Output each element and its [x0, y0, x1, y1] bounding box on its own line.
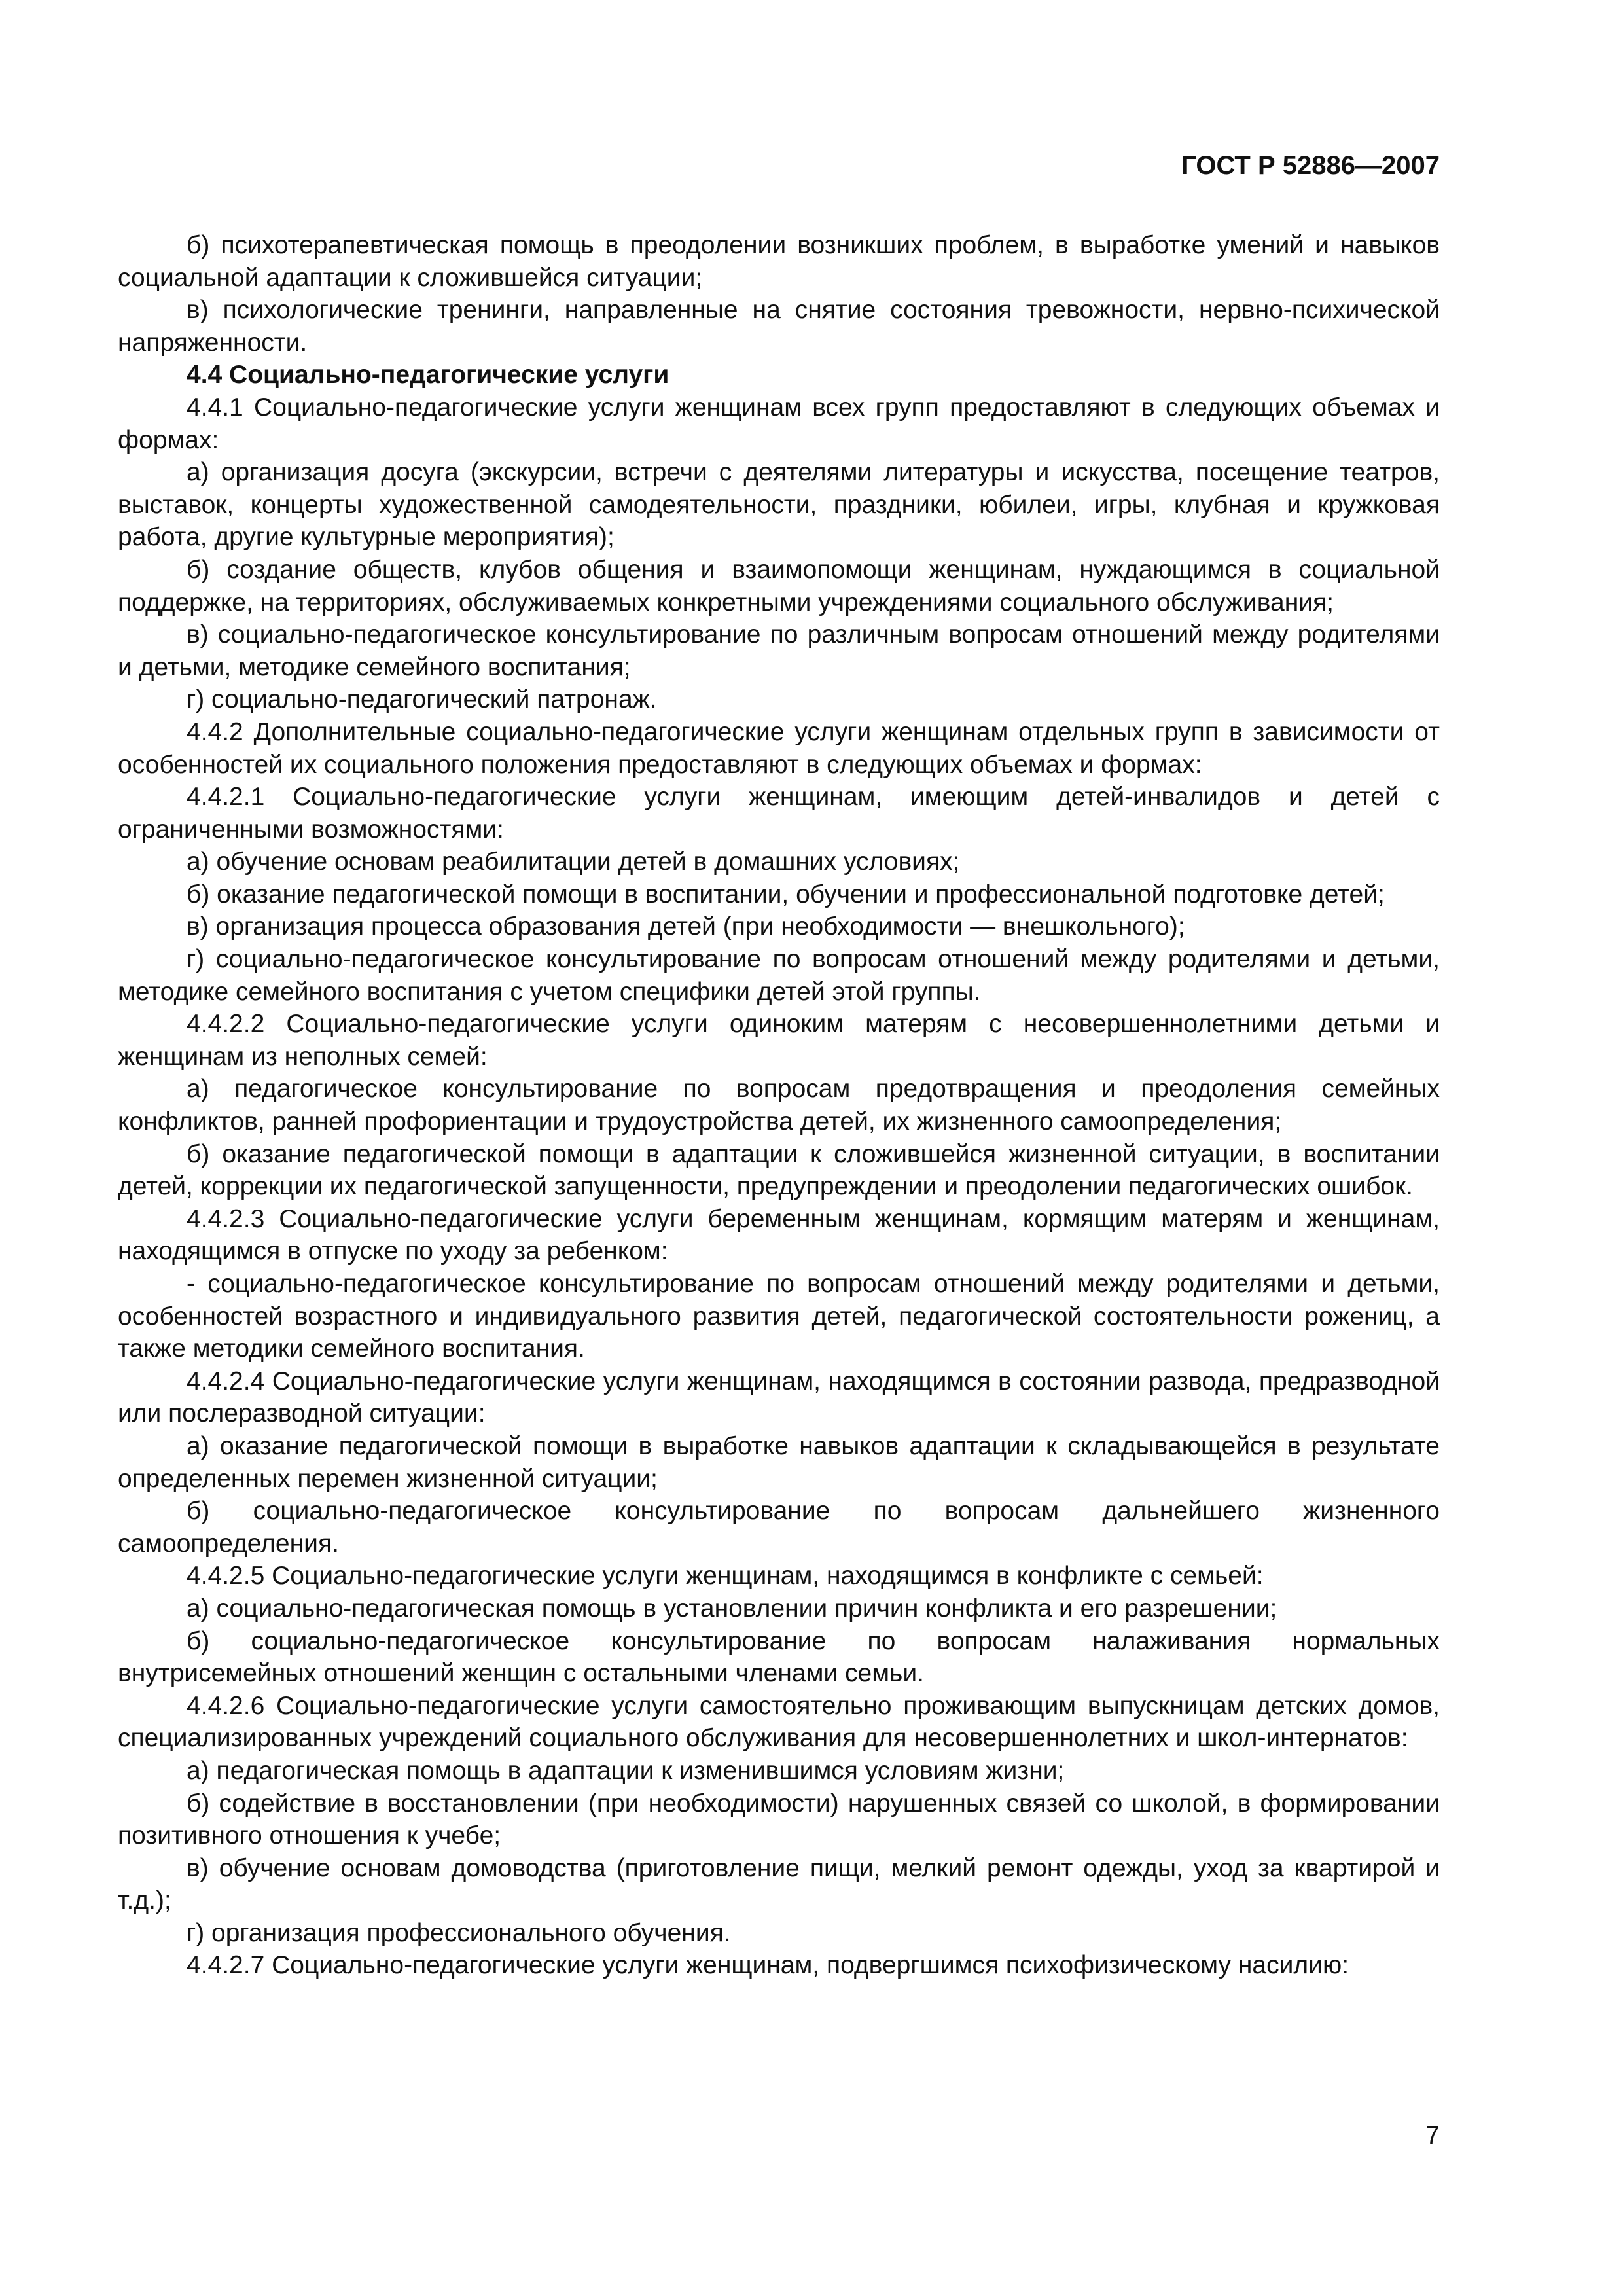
body-paragraph: б) оказание педагогической помощи в адаптации к сложившейся жизненной ситуации, в воспитании детей, коррекции их педагогической запущенности, предупреждении и преодолении педагогических ошибок. [118, 1139, 1440, 1201]
body-paragraph: а) оказание педагогической помощи в выработке навыков адаптации к складывающейся в результате определенных перемен жизненной ситуации; [118, 1431, 1440, 1493]
body-paragraph: б) создание обществ, клубов общения и взаимопомощи женщинам, нуждающимся в социальной поддержке, на территориях, обслуживаемых конкретными учреждениями социального обслуживания; [118, 555, 1440, 617]
body-paragraph: б) социально-педагогическое консультирование по вопросам дальнейшего жизненного самоопределения. [118, 1497, 1440, 1558]
section-heading: 4.4 Социально-педагогические услуги [187, 361, 669, 389]
body-paragraph: б) социально-педагогическое консультирование по вопросам налаживания нормальных внутрисемейных отношений женщин с остальными членами семьи. [118, 1626, 1440, 1688]
document-code-header: ГОСТ Р 52886—2007 [1181, 151, 1440, 180]
body-paragraph: 4.4.2.2 Социально-педагогические услуги одиноким матерям с несовершеннолетними детьми и женщинам из неполных семей: [118, 1010, 1440, 1071]
body-paragraph: а) социально-педагогическая помощь в установлении причин конфликта и его разрешении; [187, 1594, 1277, 1623]
body-paragraph: 4.4.2.5 Социально-педагогические услуги женщинам, находящимся в конфликте с семьей: [187, 1562, 1264, 1590]
body-paragraph: г) социально-педагогическое консультирование по вопросам отношений между родителями и детьми, методике семейного воспитания с учетом специфики детей этой группы. [118, 945, 1440, 1006]
body-paragraph: в) обучение основам домоводства (приготовление пищи, мелкий ремонт одежды, уход за квартирой и т.д.); [118, 1854, 1440, 1915]
body-paragraph: 4.4.2.4 Социально-педагогические услуги женщинам, находящимся в состоянии развода, предразводной или послеразводной ситуации: [118, 1367, 1440, 1428]
document-body [118, 229, 1440, 1982]
body-paragraph: а) педагогическое консультирование по вопросам предотвращения и преодоления семейных конфликтов, ранней профориентации и трудоустройства детей, их жизненного самоопределения; [118, 1075, 1440, 1136]
body-paragraph: в) психологические тренинги, направленные на снятие состояния тревожности, нервно-психической напряженности. [118, 296, 1440, 357]
body-paragraph: а) педагогическая помощь в адаптации к изменившимся условиям жизни; [187, 1756, 1065, 1785]
body-paragraph: б) содействие в восстановлении (при необходимости) нарушенных связей со школой, в формировании позитивного отношения к учебе; [118, 1789, 1440, 1850]
body-paragraph: 4.4.2 Дополнительные социально-педагогические услуги женщинам отдельных групп в зависимости от особенностей их социального положения предоставляют в следующих объемах и формах: [118, 717, 1440, 779]
body-paragraph: 4.4.2.3 Социально-педагогические услуги беременным женщинам, кормящим матерям и женщинам, находящимся в отпуске по уходу за ребенком: [118, 1204, 1440, 1266]
body-paragraph: - социально-педагогическое консультирование по вопросам отношений между родителями и детьми, особенностей возрастного и индивидуального развития детей, педагогической состоятельности рожениц, а также методики семейного воспитания. [118, 1270, 1440, 1363]
body-paragraph: 4.4.2.1 Социально-педагогические услуги женщинам, имеющим детей-инвалидов и детей с ограниченными возможностями: [118, 783, 1440, 844]
body-paragraph: 4.4.2.7 Социально-педагогические услуги женщинам, подвергшимся психофизическому насилию: [187, 1951, 1349, 1980]
body-paragraph: а) обучение основам реабилитации детей в домашних условиях; [187, 848, 960, 876]
body-paragraph: г) социально-педагогический патронаж. [187, 685, 657, 714]
body-paragraph: б) оказание педагогической помощи в воспитании, обучении и профессиональной подготовке детей; [187, 880, 1385, 908]
body-paragraph: 4.4.1 Социально-педагогические услуги женщинам всех групп предоставляют в следующих объемах и формах: [118, 393, 1440, 454]
body-paragraph: а) организация досуга (экскурсии, встречи с деятелями литературы и искусства, посещение театров, выставок, концерты художественной самодеятельности, праздники, юбилеи, игры, клубная и кружковая работа, другие культурные мероприятия); [118, 458, 1440, 552]
body-paragraph: в) социально-педагогическое консультирование по различным вопросам отношений между родителями и детьми, методике семейного воспитания; [118, 620, 1440, 681]
body-paragraph: г) организация профессионального обучения. [187, 1918, 731, 1947]
body-paragraph: б) психотерапевтическая помощь в преодолении возникших проблем, в выработке умений и навыков социальной адаптации к сложившейся ситуации; [118, 231, 1440, 292]
body-paragraph: в) организация процесса образования детей (при необходимости — внешкольного); [187, 912, 1185, 941]
page-number: 7 [1425, 2121, 1440, 2149]
body-paragraph: 4.4.2.6 Социально-педагогические услуги самостоятельно проживающим выпускницам детских домов, специализированных учреждений социального обслуживания для несовершеннолетних и школ-интернатов: [118, 1691, 1440, 1753]
